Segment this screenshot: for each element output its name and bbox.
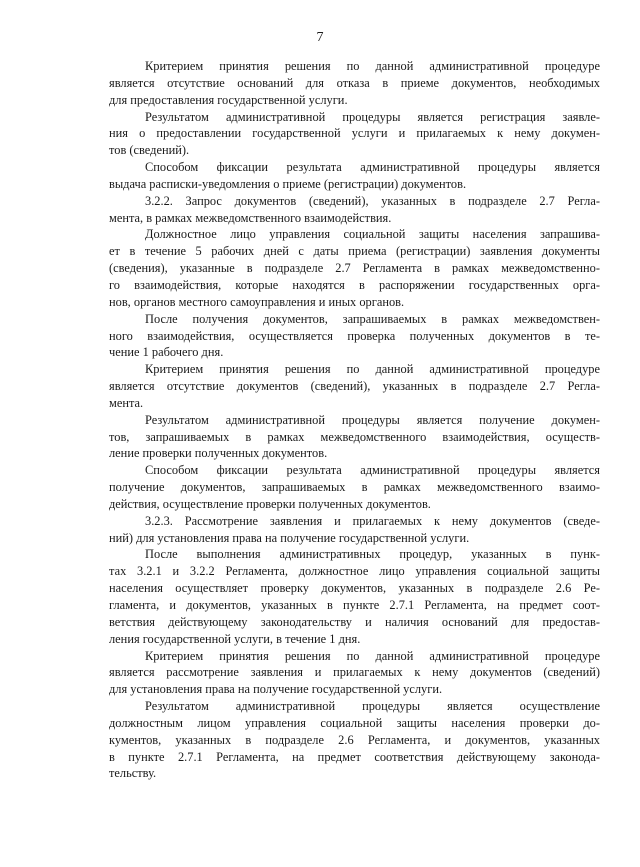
text-line: является отсутствие документов (сведений), указанных в подразделе 2.7 Регла-: [109, 379, 600, 394]
paragraph: [109, 462, 600, 513]
text-line: Должностное лицо управления социальной защиты населения запрашива-: [145, 227, 600, 242]
text-line: Критерием принятия решения по данной административной процедуре: [145, 362, 600, 377]
text-line: ления государственной услуги, в течение 1 дня.: [109, 631, 361, 646]
text-line: После выполнения административных процедур, указанных в пунк-: [145, 547, 600, 562]
text-line: тельству.: [109, 766, 157, 781]
paragraph: [109, 648, 600, 699]
text-line: (сведения), указанные в подразделе 2.7 Регламента в рамках межведомственно-: [109, 261, 600, 276]
text-line: Способом фиксации результата административной процедуры является: [145, 160, 600, 175]
text-line: чение 1 рабочего дня.: [109, 345, 224, 360]
paragraph: [109, 311, 600, 362]
paragraph: [109, 58, 600, 109]
text-line: го взаимодействия, которые находятся в распоряжении государственных орга-: [109, 277, 600, 292]
text-line: Результатом административной процедуры является осуществление: [145, 699, 600, 714]
text-line: ление проверки полученных документов.: [109, 446, 328, 461]
paragraph: [109, 193, 600, 227]
text-line: После получения документов, запрашиваемых в рамках межведомствен-: [145, 311, 600, 326]
text-line: Результатом административной процедуры является получение докумен-: [145, 412, 600, 427]
text-line: нов, органов местного самоуправления и иных органов.: [109, 294, 405, 309]
text-line: 3.2.2. Запрос документов (сведений), указанных в подразделе 2.7 Регла-: [145, 193, 600, 208]
text-line: мента, в рамках межведомственного взаимодействия.: [109, 210, 392, 225]
text-line: является рассмотрение заявления и прилагаемых к нему документов (сведений): [109, 665, 600, 680]
text-line: кументов, указанных в подразделе 2.6 Регламента, и документов, указанных: [109, 732, 600, 747]
paragraph: [109, 546, 600, 647]
paragraph: [109, 698, 600, 782]
text-line: Способом фиксации результата административной процедуры является: [145, 463, 600, 478]
text-line: тов (сведений).: [109, 143, 190, 158]
paragraph: [109, 361, 600, 412]
text-line: Критерием принятия решения по данной административной процедуре: [145, 59, 600, 73]
paragraph: [109, 412, 600, 463]
text-line: населения осуществляет проверку документов, указанных в подразделе 2.6 Ре-: [109, 581, 600, 596]
text-line: в пункте 2.7.1 Регламента, на предмет соответствия действующему законода-: [109, 749, 600, 764]
text-line: ветствия действующему законодательству и наличия оснований для предостав-: [109, 614, 600, 629]
text-line: мента.: [109, 395, 144, 410]
text-line: Результатом административной процедуры является регистрация заявле-: [145, 109, 600, 124]
text-line: тов, запрашиваемых в рамках межведомственного взаимодействия, осуществ-: [109, 429, 600, 444]
document-body: [109, 58, 600, 782]
text-line: для установления права на получение государственной услуги.: [109, 682, 443, 697]
text-line: является отсутствие оснований для отказа в приеме документов, необходимых: [109, 75, 600, 90]
text-line: выдача расписки-уведомления о приеме (регистрации) документов.: [109, 176, 467, 191]
text-line: ния о предоставлении государственной услуги и прилагаемых к нему докумен-: [109, 126, 600, 141]
paragraph: [109, 513, 600, 547]
paragraph: [109, 226, 600, 310]
text-line: 3.2.3. Рассмотрение заявления и прилагаемых к нему документов (сведе-: [145, 513, 600, 528]
text-line: должностным лицом управления социальной защиты населения проверки до-: [109, 715, 600, 730]
text-line: получение документов, запрашиваемых в рамках межведомственного взаимо-: [109, 480, 600, 495]
text-line: для предоставления государственной услуги.: [109, 92, 348, 107]
paragraph: [109, 159, 600, 193]
text-line: гламента, и документов, указанных в пункте 2.7.1 Регламента, на предмет соот-: [109, 598, 600, 612]
page-number: 7: [316, 30, 324, 45]
text-line: действия, осуществление проверки полученных документов.: [109, 496, 431, 511]
paragraph: [109, 109, 600, 160]
text-line: ет в течение 5 рабочих дней с даты приема (регистрации) заявления документы: [109, 244, 600, 259]
text-line: ного взаимодействия, осуществляется проверка полученных документов в те-: [109, 328, 600, 343]
text-line: тах 3.2.1 и 3.2.2 Регламента, должностное лицо управления социальной защиты: [109, 564, 600, 579]
text-line: ний) для установления права на получение государственной услуги.: [109, 530, 470, 545]
text-line: Критерием принятия решения по данной административной процедуре: [145, 648, 600, 663]
